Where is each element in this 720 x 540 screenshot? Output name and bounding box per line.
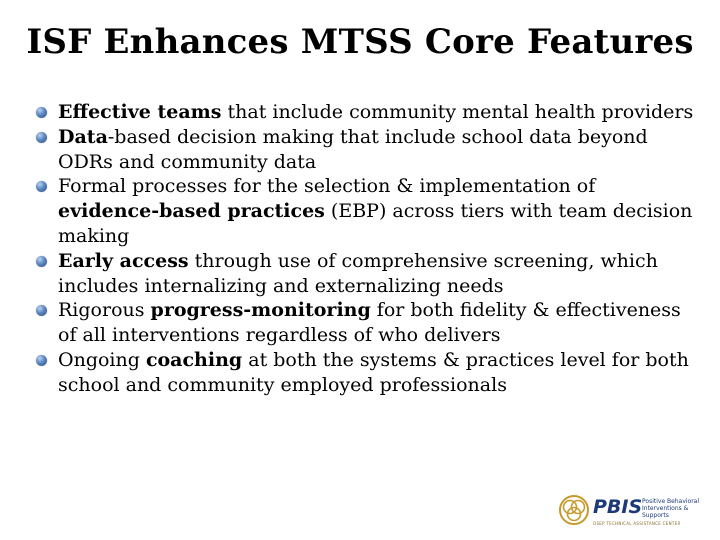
bullet-bold-text: Early access (58, 249, 189, 272)
bullet-list (36, 100, 696, 398)
bullet-text: through use of comprehensive screening, which includes internalizing and externalizing needs (58, 249, 658, 297)
bullet-icon (36, 132, 47, 143)
bullet-evidence-based-practices (36, 174, 696, 248)
bullet-text: at both the systems & practices level for both school and community employed professionals (58, 348, 689, 396)
bullet-data-based-decisions (36, 125, 696, 175)
bullet-early-access (36, 249, 696, 299)
pbis-tagline: Positive Behavioral Interventions & Supports (642, 498, 700, 519)
bullet-text: that include community mental health providers (221, 101, 694, 123)
slide-title: ISF Enhances MTSS Core Features (26, 22, 694, 62)
pbis-emblem-icon (558, 494, 590, 526)
bullet-bold-text: Effective teams (58, 101, 222, 123)
bullet-text: -based decision making that include school data beyond ODRs and community data (58, 125, 648, 173)
bullet-icon (36, 305, 47, 316)
bullet-icon (36, 181, 47, 192)
bullet-bold-text: Data (58, 125, 108, 148)
bullet-bold-text: evidence-based practices (58, 200, 325, 223)
bullet-effective-teams (36, 100, 696, 125)
pbis-wordmark: PBIS (593, 496, 643, 518)
bullet-text: Formal processes for the selection & implementation of (58, 175, 596, 198)
bullet-icon (36, 107, 47, 118)
bullet-icon (36, 256, 47, 267)
bullet-text: Rigorous (58, 299, 151, 322)
pbis-logo (558, 492, 708, 530)
bullet-progress-monitoring (36, 298, 696, 348)
bullet-icon (36, 355, 47, 366)
pbis-subtitle: OSEP TECHNICAL ASSISTANCE CENTER (593, 521, 681, 526)
bullet-text: (EBP) across tiers with team decision making (58, 200, 693, 247)
bullet-bold-text: coaching (145, 348, 243, 371)
bullet-bold-text: progress-monitoring (150, 299, 371, 322)
bullet-text: for both fidelity & effectiveness of all interventions regardless of who delivers (58, 299, 681, 347)
bullet-text: Ongoing (58, 348, 146, 371)
bullet-coaching (36, 348, 696, 398)
